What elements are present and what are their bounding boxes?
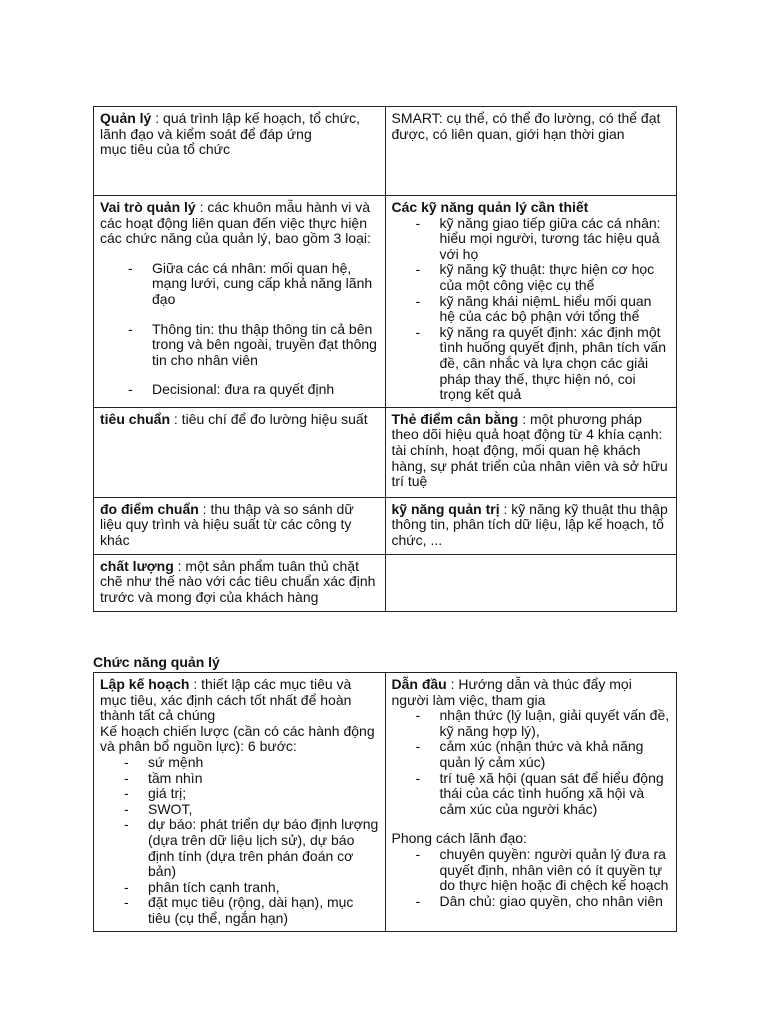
list-item: - phân tích cạnh tranh, bbox=[124, 880, 379, 896]
term-vai-tro: Vai trò quản lý bbox=[100, 199, 196, 215]
list-item: - đặt mục tiêu (rộng, dài hạn), mục tiêu (cụ thể, ngắn hạn) bbox=[124, 895, 379, 926]
list-item: - kỹ năng giao tiếp giữa các cá nhân: hiểu mọi người, tương tác hiệu quả với họ bbox=[416, 216, 671, 263]
list-item: - sứ mệnh bbox=[124, 755, 379, 771]
term-quan-ly: Quản lý bbox=[100, 110, 152, 126]
list-item: - kỹ năng kỹ thuật: thực hiện cơ học của một công việc cụ thể bbox=[416, 262, 671, 293]
cell-quan-ly bbox=[94, 107, 386, 196]
def-the-diem: : một phương pháp theo dõi hiệu quả hoạt động từ 4 khía cạnh: tài chính, hoạt động, mối quan hệ khách hàng, sự phát triển của nhân viên và sở hữu trí tuệ bbox=[391, 410, 668, 490]
list-item: - trí tuệ xã hội (quan sát để hiểu động thái của các tình huống xã hội và cảm xúc của người khác) bbox=[416, 771, 671, 818]
list-item: - chuyên quyền: người quản lý đưa ra quyết định, nhân viên có ít quyền tự do thực hiện hoặc đi chệch kế hoạch bbox=[416, 847, 671, 894]
def-smart: SMART: cụ thể, có thể đo lường, có thể đạt được, có liên quan, giới hạn thời gian bbox=[391, 110, 661, 142]
cell-do-diem-chuan bbox=[94, 497, 386, 554]
def-vai-tro: : các khuôn mẫu hành vi và các hoạt động liên quan đến việc thực hiện các chức năng của quản lý, bao gồm 3 loại: bbox=[100, 199, 371, 247]
section-title: Chức năng quản lý bbox=[93, 654, 220, 670]
cell-ky-nang bbox=[385, 196, 677, 408]
definitions-table bbox=[93, 106, 677, 612]
term-do-diem-chuan: đo điểm chuẩn bbox=[100, 500, 199, 517]
list-item: - Giữa các cá nhân: mối quan hệ, mạng lưới, cung cấp khả năng lãnh đạo bbox=[128, 261, 379, 308]
leadership-style-list bbox=[392, 847, 671, 909]
def-lap-ke-hoach: : thiết lập các mục tiêu và mục tiêu, xác định cách tốt nhất để hoàn thành tất cả chúng bbox=[100, 676, 352, 724]
intelligence-list bbox=[392, 708, 671, 817]
term-tieu-chuan: tiêu chuẩn bbox=[100, 410, 171, 427]
term-ky-nang-quan-tri: kỹ năng quản trị bbox=[391, 500, 500, 517]
term-dan-dau: Dẫn đầu bbox=[391, 676, 447, 692]
term-chat-luong: chất lượng bbox=[100, 557, 174, 574]
cell-empty bbox=[385, 554, 677, 611]
functions-table bbox=[93, 672, 677, 932]
cell-tieu-chuan bbox=[94, 407, 386, 497]
cell-lap-ke-hoach bbox=[94, 673, 386, 932]
cell-vai-tro bbox=[94, 196, 386, 408]
list-item: - tầm nhìn bbox=[124, 771, 379, 787]
list-item: - cảm xúc (nhận thức và khả năng quản lý cảm xúc) bbox=[416, 739, 671, 770]
skills-list bbox=[392, 216, 671, 403]
cell-dan-dau bbox=[385, 673, 677, 932]
cell-chat-luong bbox=[94, 554, 386, 611]
def-quan-ly-2: mục tiêu của tổ chức bbox=[100, 141, 230, 158]
def-chat-luong: : một sản phẩm tuân thủ chặt chẽ như thế nào với các tiêu chuẩn xác định trước và mong đợi của khách hàng bbox=[100, 557, 376, 605]
cell-smart bbox=[385, 107, 677, 196]
list-item: - giá trị; bbox=[124, 786, 379, 802]
def-ke-hoach-chien-luoc: Kế hoạch chiến lược (cần có các hành động và phân bổ nguồn lực): 6 bước: bbox=[100, 722, 375, 755]
list-item: - dự báo: phát triển dự báo định lượng (dựa trên dữ liệu lịch sử), dự báo định tính (dựa trên phán đoán cơ bản) bbox=[124, 817, 379, 879]
list-item: - kỹ năng ra quyết định: xác định một tình huống quyết định, phân tích vấn đề, cân nhắc và lựa chọn các giải pháp thay thế, thực hiện nó, coi trọng kết quả bbox=[416, 325, 671, 403]
planning-steps-list bbox=[100, 755, 379, 927]
def-dan-dau: : Hướng dẫn và thúc đẩy mọi người làm việc, tham gia bbox=[391, 676, 632, 708]
def-tieu-chuan: : tiêu chí để đo lường hiệu suất bbox=[170, 410, 368, 427]
list-item: - SWOT, bbox=[124, 802, 379, 818]
role-list bbox=[100, 261, 379, 398]
list-item: - Dân chủ: giao quyền, cho nhân viên bbox=[416, 894, 671, 910]
cell-the-diem bbox=[385, 407, 677, 497]
term-ky-nang: Các kỹ năng quản lý cần thiết bbox=[391, 199, 589, 215]
list-item: - nhận thức (lý luận, giải quyết vấn đề, kỹ năng hợp lý), bbox=[416, 708, 671, 739]
term-lap-ke-hoach: Lập kế hoạch bbox=[100, 676, 190, 692]
list-item: - Decisional: đưa ra quyết định bbox=[128, 382, 379, 398]
def-quan-ly: : quá trình lập kế hoạch, tổ chức, lãnh đạo và kiểm soát để đáp ứng bbox=[100, 110, 360, 142]
cell-ky-nang-quan-tri bbox=[385, 497, 677, 554]
list-item: - kỹ năng khái niệmL hiểu mối quan hệ của các bộ phận với tổng thể bbox=[416, 294, 671, 325]
list-item: - Thông tin: thu thập thông tin cả bên trong và bên ngoài, truyền đạt thông tin cho nhân viên bbox=[128, 322, 379, 369]
leadership-style-label: Phong cách lãnh đạo: bbox=[391, 830, 527, 847]
term-the-diem: Thẻ điểm cân bằng bbox=[391, 410, 519, 427]
def-do-diem-chuan: : thu thập và so sánh dữ liệu quy trình và hiệu suất từ các công ty khác bbox=[100, 500, 354, 548]
def-ky-nang-quan-tri: : kỹ năng kỹ thuật thu thập thông tin, phân tích dữ liệu, lập kế hoạch, tổ chức, ... bbox=[391, 500, 668, 548]
